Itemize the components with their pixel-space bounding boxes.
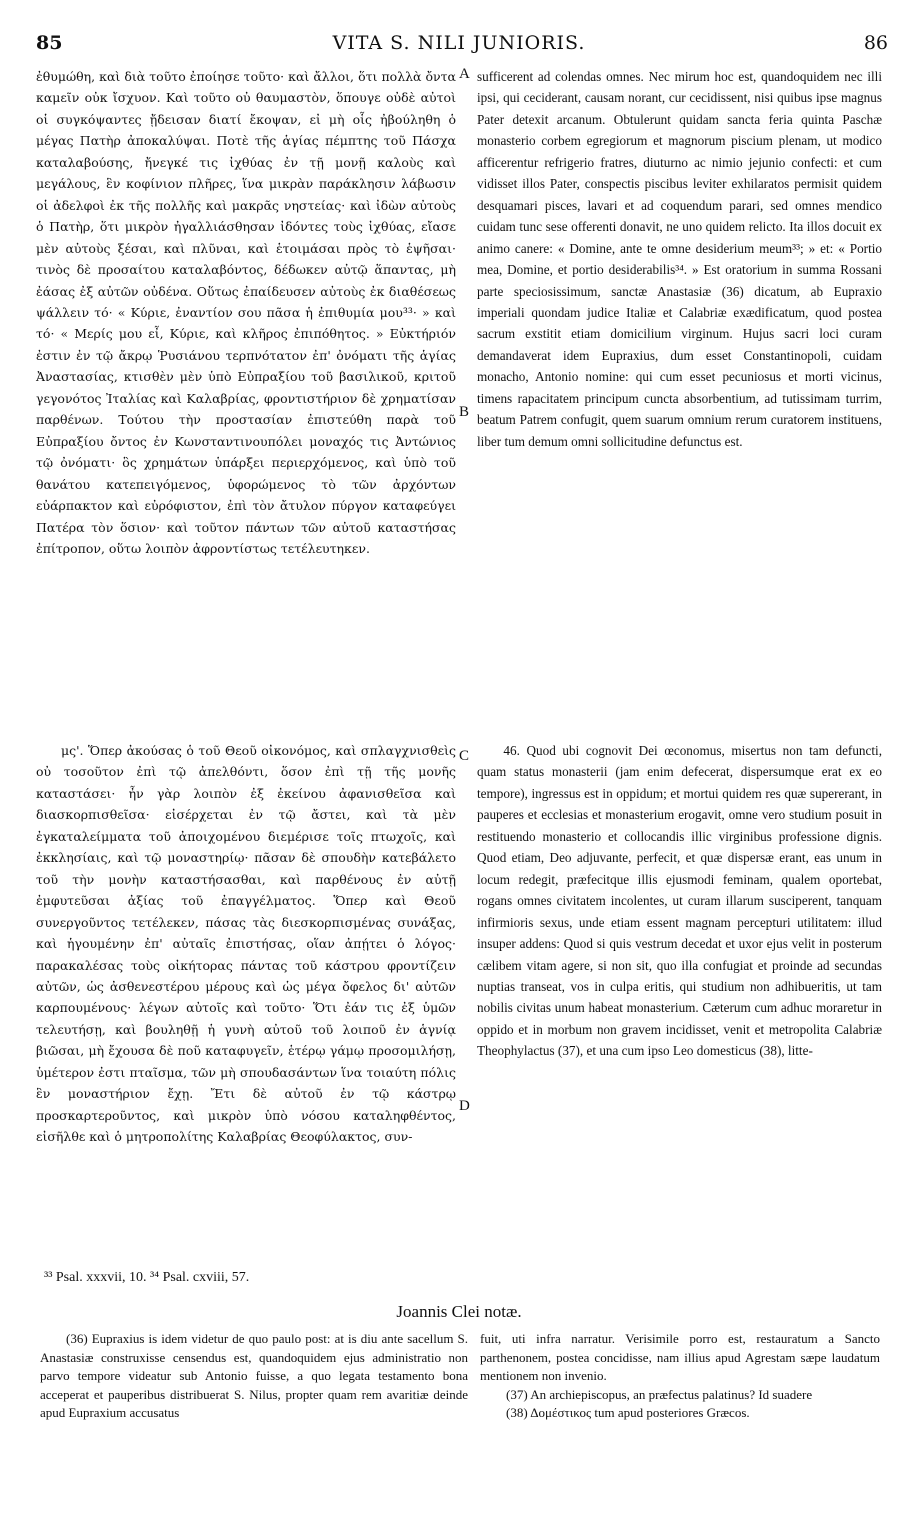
margin-marker-d: D	[459, 1098, 470, 1114]
margin-marker-c: C	[459, 748, 470, 764]
page-number-left: 85	[36, 32, 63, 54]
latin-column-bottom	[477, 740, 882, 1062]
note-36-continued: fuit, uti infra narratur. Verisimile porro est, restauratum a Sancto parthenonem, postea concidisse, nam illius apud Agrestam sæpe laudatum mentionem non invenio.	[480, 1331, 880, 1383]
margin-marker-b: B	[459, 404, 470, 420]
latin-column-top	[477, 66, 882, 452]
notes-title: Joannis Clei notæ.	[396, 1302, 522, 1321]
note-38: (38) Δομέστικος tum apud posteriores Græcos.	[506, 1405, 750, 1420]
greek-paragraph-1: ἐθυμώθη, καὶ διὰ τοῦτο ἐποίησε τοῦτο· καὶ ἄλλοι, ὅτι πολλὰ ὄντα καμεῖν οὐκ ἴσχυον. Καὶ τοῦτο οὐ θαυμαστὸν, ὅπουγε οὐδὲ αὐτοὶ οἱ συγκόψαντες ᾔδεισαν διατί ἔκοψαν, εἰ μὴ οἷς ἠβούληθη ὁ μέγας Πατὴρ ἀποκαλύψαι. Ποτὲ τῆς ἁγίας πέμπτης τοῦ Πάσχα καταλαβούσης, ἤνεγκέ τις ἰχθύας ἐν τῇ μονῇ καλοὺς καὶ μεγάλους, ἓν κοφίνιον πλῆρες, ἵνα μικρὰν παράκλησιν λάβωσιν οἱ ἀδελφοὶ ἐκ τῆς πολλῆς καὶ μακρᾶς νηστείας· καὶ ἰδὼν αὐτοὺς ὁ Πατὴρ, ὅτι μικρὸν ἠγαλλιάσθησαν ἰδόντες τοὺς ἰχθύας, εἴασε μὲν αὐτοὺς ξέσαι, καὶ πλῦναι, καὶ ἑτοιμάσαι πρὸς τὸ ἑψῆσαι· τινὸς δὲ προσαίτου καταλαβόντος, δέδωκεν αὐτῷ ἅπαντας, μὴ ἐάσας ἐξ αὐτῶν οὐδένα. Οὕτως ἐπαίδευσεν αὐτοὺς ἐκ διαθέσεως ψάλλειν τό· « Κύριε, ἐναντίον σου πᾶσα ἡ ἐπιθυμία μου³³· » καὶ τό· « Μερίς μου εἶ, Κύριε, καὶ κλῆρος ἐπιπόθητος. » Εὐκτήριόν ἐστιν ἐν τῷ ἄκρῳ Ῥυσιάνου τερπνότατον ἐπ' ὀνόματι τῆς ἁγίας Ἀναστασίας, κτισθὲν μὲν ὑπὸ Εὐπραξίου τοῦ βασιλικοῦ, κριτοῦ γεγονότος Ἰταλίας καὶ Καλαβρίας, φροντιστήριον δὲ χρηματίσαν παρθένων. Τούτου τὴν προστασίαν ἐπιστεύθη παρὰ τοῦ Εὐπραξίου ὄντος ἐν Κωνσταντινουπόλει μοναχός τις Ἀντώνιος τῷ ὀνόματι· ὃς χρημάτων ὑπάρξει περιερχόμενος, καὶ ὑπὸ τοῦ θανάτου κατεπειγόμενος, ὑφορώμενος τὸ τῶν ἀρχόντων εὐάρπακτον καὶ εὐρόφιστον, ἐπὶ τὸν ἄτυλον πύργον καταφεύγει Πατέρα τὸν ὅσιον· καὶ τοῦτον πάντων τῶν αὐτοῦ καταστήσας ἐπίτροπον, οὕτω λοιπὸν ἀφροντίστως τετέλευτηκεν.	[36, 69, 456, 556]
note-36: (36) Eupraxius is idem videtur de quo paulo post: at is diu ante sacellum S. Anastasiæ construxisse censendus est, quandoquidem ejus administratio non parvo tempore videatur sub Antonio fuisse, a quo legata testamento bona acceperat et pauperibus distribuerat S. Nilus, propter quam rem avaritiæ deinde apud Eupraxium accusatus	[40, 1331, 468, 1420]
greek-paragraph-2: μς'. Ὅπερ ἀκούσας ὁ τοῦ Θεοῦ οἰκονόμος, καὶ σπλαγχνισθεὶς οὐ τοσοῦτον ἐπὶ τῷ ἀπελθόντι, ὅσον ἐπὶ τῇ τῆς μονῆς καταστάσει· ἦν γὰρ λοιπὸν ἐξ ἐκείνου ἀφανισθεῖσα καὶ διασκορπισθεῖσα· εἰσέρχεται ἐν τῷ ἄστει, καὶ τὰ μὲν ἐγκαταλείμματα τοῦ ἀποιχομένου διεμέρισε τοῖς πτωχοῖς, καὶ ἐκκλησίαις, καὶ τῷ μοναστηρίῳ· πᾶσαν δὲ σπουδὴν κατεβάλετο τοῦ τὴν μονὴν καταστήσασθαι, καὶ παρθένους ἐν αὐτῇ ἐμφυτεῦσαι ἀξίας τοῦ ἐπαγγέλματος. Ὅπερ καὶ Θεοῦ συνεργοῦντος τετέλεκεν, πάσας τὰς διεσκορπισμένας συνάξας, καὶ ἡγουμένην ἐπ' αὐταῖς ἐπιστήσας, οἵαν ἀπῄτει ὁ λόγος· παρακαλέσας τοὺς οἰκήτορας πάντας τοῦ κάστρου φροντίζειν αὐτῶν, ὡς ἀσθενεστέρου μέρους καὶ ὡς μέγα ὄφελος δι' αὐτῶν καρπουμένους· λέγων αὐτοῖς καὶ τοῦτο· Ὅτι ἐάν τις ἐξ ὑμῶν τελευτήσῃ, καὶ βουληθῇ ἡ γυνὴ αὐτοῦ τοῦ λοιποῦ ἐν ἁγνίᾳ βιῶσαι, μὴ ἔχουσα δὲ ποῦ καταφυγεῖν, ἑτέρῳ γάμῳ προσομιλήσῃ, ὑμέτερον ἐστι πταῖσμα, τῶν μὴ σπουδασάντων ἵνα τοιαύτη πόλις ἓν μοναστήριον ἔχῃ. Ἔτι δὲ αὐτοῦ ἐν τῷ κάστρῳ προσκαρτεροῦντος, καὶ μικρὸν ὑπὸ νόσου καταληφθέντος, εἰσῆλθε καὶ ὁ μητροπολίτης Καλαβρίας Θεοφύλακτος, συν-	[36, 743, 456, 1145]
margin-marker-a: A	[459, 66, 470, 82]
running-title: VITA S. NILI JUNIORIS.	[332, 32, 586, 54]
scripture-footnotes: ³³ Psal. xxxvii, 10. ³⁴ Psal. cxviii, 57.	[44, 1270, 250, 1285]
notes-column-right	[480, 1330, 880, 1423]
greek-column-bottom	[36, 740, 456, 1148]
latin-paragraph-2: 46. Quod ubi cognovit Dei œconomus, misertus non tam defuncti, quam status monasterii (jam enim defecerat, dispersumque erat ex eo tempore), ingressus est in oppidum; et mortui quidem res quæ supererant, in pauperes et ecclesias et monasterium erogavit, omne vero studium posuit in restituendo monasterio et collocandis illic virginibus professione dignis. Quod etiam, Deo adjuvante, perfecit, et quæ dispersæ erant, eas unum in locum redegit, præfecitque illis ejusmodi feminam, qualem oportebat, rogans omnes civitatem incolentes, ut curam illarum susciperent, tanquam infirmioris sexus, unde etiam essent magnam percepturi utilitatem: illud insuper addens: Quod si quis vestrum decedat et uxor ejus velit in posterum cælibem vitam agere, si non sit, quo illa confugiat et proinde ad secundas nuptias transeat, vos in culpa eritis, qui studium non adhibueritis, ut tam nobilis civitas unum habeat monasterium. Cæterum cum adhuc moraretur in oppido et in morbum non gravem incidisset, venit et metropolita Calabriæ Theophylactus (37), et una cum ipso Leo domesticus (38), litte-	[477, 743, 882, 1059]
notes-column-left	[40, 1330, 468, 1423]
latin-paragraph-1: sufficerent ad colendas omnes. Nec mirum hoc est, quandoquidem nec illi ipsi, qui ceciderant, causam norant, cur cecidissent, nisi quibus ipse magnus Pater detexit arcanum. Obtulerunt quidam sancta feria quinta Paschæ monasterio corbem egregiorum et magnorum piscium plenam, ut modico afficerentur refrigerio fratres, diuturno ac nimio jejunio confecti: et cum vidisset illos Pater, conspectis piscibus leviter exhilaratos permisit quidem desquamari pisces, lavari et ad coquendum parari, sed omnes mendico cuidam tunc sese offerenti donavit, ne uno quidem relicto. Ita illos docuit ex animo canere: « Domine, ante te omne desiderium meum³³; » et: « Portio mea, Domine, et portio desiderabilis³⁴. » Est oratorium in summa Rossani parte speciosissimum, sanctæ Anastasiæ (36) dicatum, ab Eupraxio imperiali quondam judice Italiæ et Calabriæ exædificatum, quod postea sacrum exstitit etiam domicilium virginum. Hujus sacri loci curam demandaverat idem Eupraxius, dum esset Constantinopoli, cuidam monacho, Antonio nomine: qui cum esset pecuniosus et morti vicinus, timens rapacitatem principum cuncta absorbentium, ad tutissimam turrim, beatum Patrem confugit, quem suarum omnium rerum curatorem instituens, liber tum demum omni sollicitudine defunctus est.	[477, 69, 882, 449]
page-number-right: 86	[863, 32, 888, 54]
note-37: (37) An archiepiscopus, an præfectus palatinus? Id suadere	[506, 1386, 813, 1402]
running-header	[30, 32, 888, 58]
greek-column-top	[36, 66, 456, 559]
